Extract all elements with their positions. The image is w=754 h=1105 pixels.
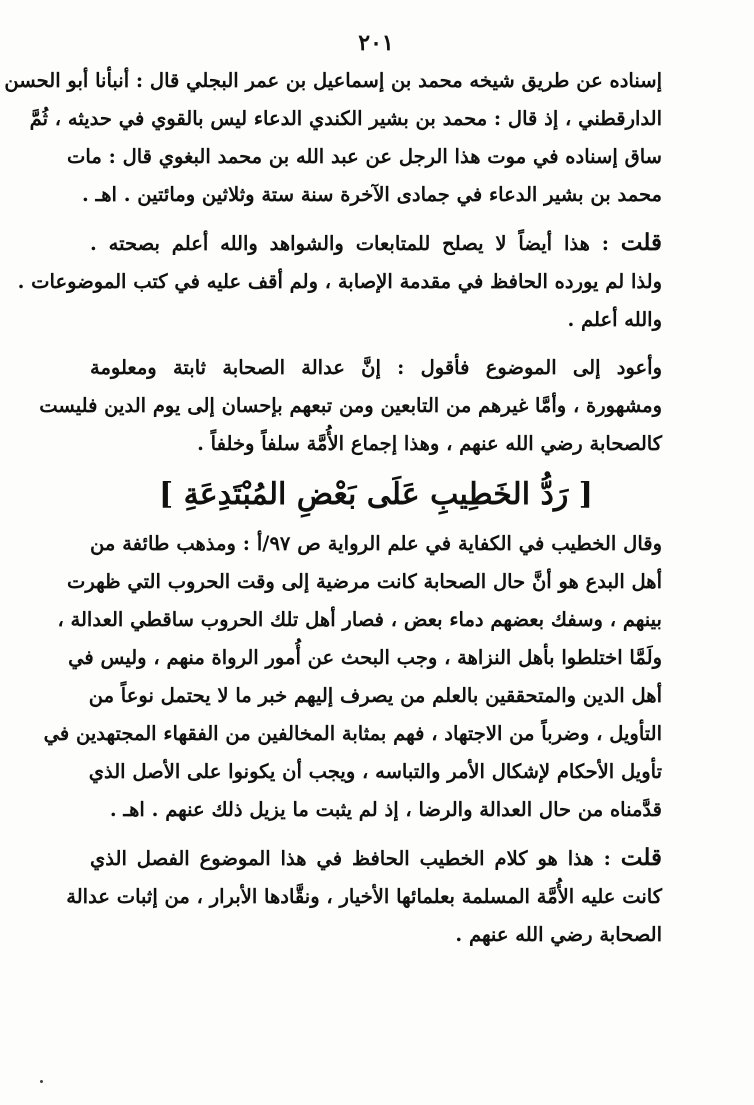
text-line-rest: : هذا هو كلام الخطيب الحافظ في هذا الموضوع الفصل الذي [90,847,621,870]
page-number: ٢٠١ [358,30,394,56]
paragraph-khatib-quote [43,525,662,829]
paragraph-return [39,349,662,463]
paragraph-qult-2 [66,839,662,954]
qult-lead: قلت [620,229,662,256]
text-line: قدَّمناه من حال العدالة والرضا ، إذ لم يثبت ما يزيل ذلك عنهم . اهـ . [109,798,662,821]
text-line [90,839,662,878]
text-line: ومشهورة ، وأمَّا غيرهم من التابعين ومن تبعهم بإحسان إلى يوم الدين فليست [39,394,662,417]
text-line: كالصحابة رضي الله عنهم ، وهذا إجماع الأُمَّة سلفاً وخلفاً . [197,432,662,455]
text-line: الصحابة رضي الله عنهم . [455,923,662,946]
text-line: تأويل الأحكام لإشكال الأمر والتباسه ، ويجب أن يكونوا على الأصل الذي [88,760,662,783]
text-line: الدارقطني ، إذ قال : محمد بن بشير الكندي الدعاء ليس بالقوي في حديثه ، ثُمَّ [29,107,662,130]
paragraph-qult-1 [17,224,662,339]
text-line: ساق إسناده في موت هذا الرجل عن عبد الله بن محمد البغوي قال : مات [67,145,662,168]
text-line: بينهم ، وسفك بعضهم دماء بعض ، فصار أهل تلك الحروب ساقطي العدالة ، [57,608,662,631]
paragraph-isnad [4,62,662,214]
text-line: كانت عليه الأُمَّة المسلمة بعلمائها الأخيار ، ونقَّادها الأبرار ، من إثبات عدالة [66,885,662,908]
text-line: وأعود إلى الموضوع فأقول : إنَّ عدالة الصحابة ثابتة ومعلومة [90,356,662,379]
text-line: أهل الدين والمتحققين بالعلم من يصرف إليهم خبر ما لا يحتمل نوعاً من [88,684,662,707]
text-line: ولذا لم يورده الحافظ في مقدمة الإصابة ، ولم أقف عليه في كتب الموضوعات . [17,270,662,293]
section-heading: [ رَدُّ الخَطِيبِ عَلَى بَعْضِ المُبْتَدِعَةِ ] [159,477,593,512]
text-line: إسناده عن طريق شيخه محمد بن إسماعيل بن عمر البجلي قال : أنبأنا أبو الحسن [4,69,662,92]
qult-lead: قلت [620,844,662,871]
text-line-rest: : هذا أيضاً لا يصلح للمتابعات والشواهد والله أعلم بصحته . [90,232,621,255]
text-line: محمد بن بشير الدعاء في جمادى الآخرة سنة ستة وثلاثين ومائتين . اهـ . [81,183,662,206]
text-line: التأويل ، وضرباً من الاجتهاد ، فهم بمثابة المخالفين من الفقهاء المجتهدين في [43,722,662,745]
text-line: وقال الخطيب في الكفاية في علم الرواية ص ٩٧/أ : ومذهب طائفة من [90,532,662,555]
text-line: والله أعلم . [567,308,662,331]
text-line [90,224,662,263]
scan-speck [40,1080,43,1083]
text-line: أهل البدع هو أنَّ حال الصحابة كانت مرضية إلى وقت الحروب التي ظهرت [67,570,662,593]
text-line: ولَمَّا اختلطوا بأهل النزاهة ، وجب البحث عن أُمور الرواة منهم ، وليس في [68,646,662,669]
